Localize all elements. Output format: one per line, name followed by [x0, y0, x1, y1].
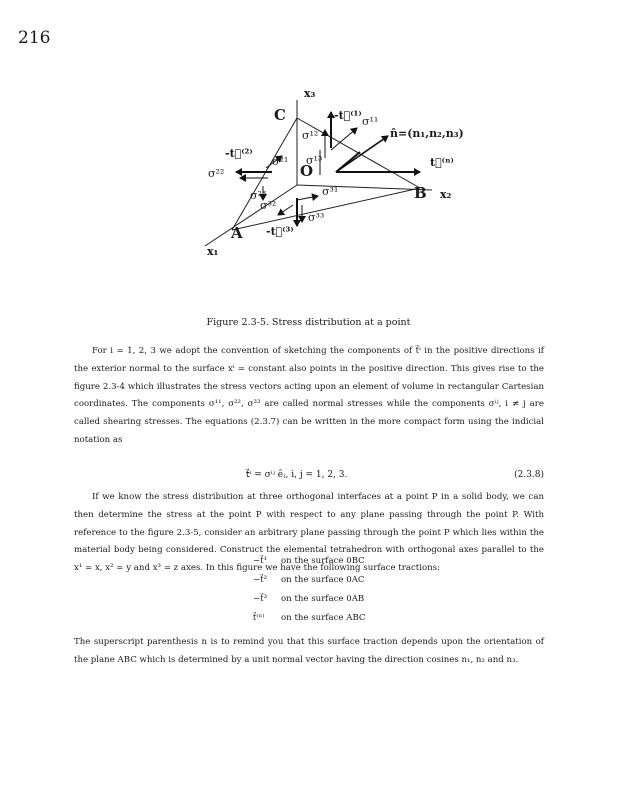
sigma31-arrow — [297, 196, 318, 200]
label-sigma22: σ²² — [208, 167, 225, 180]
label-sigma13: σ¹³ — [306, 154, 323, 167]
label-A: A — [231, 224, 243, 242]
label-sigma23: σ²³ — [250, 189, 267, 202]
label-sigma32: σ³² — [260, 199, 277, 212]
page-number: 216 — [18, 28, 51, 48]
label-t2: -t⃗⁽²⁾ — [225, 147, 253, 160]
equation-body: t⃗ⁱ = σⁱʲ êⱼ, i, j = 1, 2, 3. — [246, 470, 348, 480]
traction-row: −t⃗¹ on the surface 0BC — [253, 556, 365, 566]
traction-row: t⃗⁽ⁿ⁾ on the surface ABC — [253, 613, 366, 623]
paragraph-1: For i = 1, 2, 3 we adopt the convention of sketching the components of t⃗ⁱ in the positive directions if the exterior normal to the surface xⁱ = constant also points in the positive direction. This gives rise to the figure 2.3-4 which illustrates the stress vectors acting upon an element of volume in rectangular Cartesian coordinates. The components σ¹¹, σ²², σ³³ are called normal stresses while the components σⁱʲ, i ≠ j are called shearing stresses. The equations (2.3.7) can be written in the more compact form using the indicial notation as — [74, 346, 544, 445]
equation-number: (2.3.8) — [514, 470, 544, 480]
paragraph-3: The superscript parenthesis n is to remind you that this surface traction depends upon the orientation of the plane ABC which is determined by a unit normal vector having the direction cosines n₁, n₂ and n₃. — [74, 637, 544, 665]
traction-row: −t⃗³ on the surface 0AB — [253, 594, 365, 604]
label-t1: -t⃗⁽¹⁾ — [334, 109, 362, 122]
label-sigma21: σ²¹ — [272, 155, 289, 168]
paragraph-2: If we know the stress distribution at three orthogonal interfaces at a point P in a solid body, we can then determine the stress at the point P with respect to any plane passing through the point P. With reference to the figure 2.3-5, consider an arbitrary plane passing through the point P which lies within the material body being considered. Construct the elemental tetrahedron with orthogonal axes parallel to the x¹ = x, x² = y and x³ = z axes. In this figure we have the following surface tractions: — [74, 492, 544, 574]
x2-axis — [297, 185, 432, 190]
label-sigma31: σ³¹ — [322, 185, 339, 198]
label-sigma11: σ¹¹ — [362, 115, 379, 128]
label-O: O — [300, 162, 314, 180]
label-normal: n̂=(n₁,n₂,n₃) — [390, 127, 464, 140]
edge-CA — [232, 118, 297, 230]
label-C: C — [274, 106, 286, 124]
sigma32-arrow — [278, 205, 293, 215]
label-B: B — [414, 184, 427, 202]
label-x2: x₂ — [440, 188, 452, 201]
stress-tetrahedron-figure — [0, 0, 617, 320]
traction-row: −t⃗² on the surface 0AC — [253, 575, 365, 585]
label-sigma12: σ¹² — [302, 129, 319, 142]
label-x3: x₃ — [304, 87, 316, 100]
label-tn: t⃗⁽ⁿ⁾ — [430, 156, 454, 169]
label-t3: -t⃗⁽³⁾ — [266, 225, 294, 238]
label-x1: x₁ — [207, 245, 219, 258]
figure-caption: Figure 2.3-5. Stress distribution at a point — [206, 317, 411, 328]
label-sigma33: σ³³ — [308, 211, 325, 224]
